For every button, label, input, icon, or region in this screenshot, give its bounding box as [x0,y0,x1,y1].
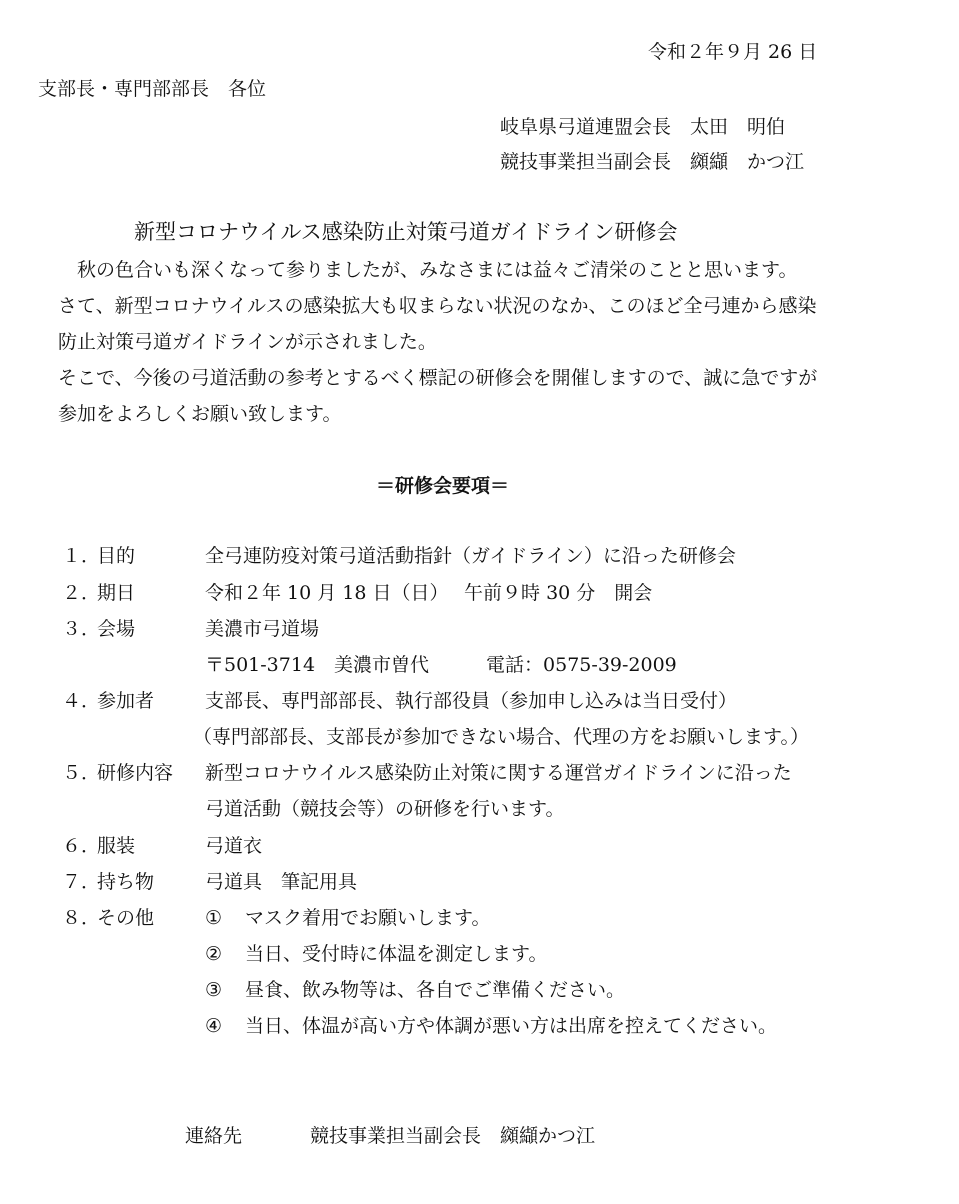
sender-line-1: 岐阜県弓道連盟会長 太田 明伯 [500,116,786,138]
other-item-mark: ③ [205,979,223,1001]
other-item-text: 当日、受付時に体温を測定します。 [245,943,548,965]
item-label-training-content: 研修内容 [97,762,174,784]
sender-line-2: 競技事業担当副会長 纐纈 かつ江 [500,151,805,173]
item-label-date: 期日 [97,582,136,604]
item-number: ５． [62,762,101,784]
item-number: ４． [62,690,101,712]
contact-label: 連絡先 [185,1125,243,1147]
item-label-belongings: 持ち物 [97,871,155,893]
item-number: ３． [62,618,101,640]
item-number: １． [62,545,101,567]
item-content-attire: 弓道衣 [205,835,263,857]
item-number: ６． [62,835,101,857]
document-title: 新型コロナウイルス感染防止対策弓道ガイドライン研修会 [134,220,678,244]
item-label-other: その他 [97,907,155,929]
item-content-belongings: 弓道具 筆記用具 [205,871,358,893]
body-line: さて、新型コロナウイルスの感染拡大も収まらない状況のなか、このほど全弓連から感染 [58,295,817,317]
item-content-venue-address: 〒501-3714 美濃市曽代 電話：0575-39-2009 [205,654,677,676]
item-content-purpose: 全弓連防疫対策弓道活動指針（ガイドライン）に沿った研修会 [205,545,736,567]
item-label-purpose: 目的 [97,545,136,567]
item-number: ２． [62,582,101,604]
recipient-line: 支部長・専門部部長 各位 [38,78,267,100]
document-date: 令和２年９月 26 日 [648,41,818,63]
body-line: 参加をよろしくお願い致します。 [58,403,342,425]
other-item-mark: ① [205,907,223,929]
item-number: ８． [62,907,101,929]
other-item-text: 昼食、飲み物等は、各自でご準備ください。 [245,979,626,1001]
body-line: そこで、今後の弓道活動の参考とするべく標記の研修会を開催しますので、誠に急ですが [58,367,818,389]
contact-value: 競技事業担当副会長 纐纈かつ江 [310,1125,596,1147]
item-label-attire: 服装 [97,835,136,857]
body-line: 秋の色合いも深くなって参りましたが、みなさまには益々ご清栄のことと思います。 [58,259,798,281]
other-item-text: マスク着用でお願いします。 [245,907,491,929]
item-label-participants: 参加者 [97,690,155,712]
body-line: 防止対策弓道ガイドラインが示されました。 [58,331,437,353]
item-label-venue: 会場 [97,618,136,640]
item-number: ７． [62,871,101,893]
other-item-mark: ④ [205,1015,223,1037]
item-content-training-cont: 弓道活動（競技会等）の研修を行います。 [205,798,565,820]
item-content-venue: 美濃市弓道場 [205,618,320,640]
other-item-text: 当日、体温が高い方や体調が悪い方は出席を控えてください。 [245,1015,778,1037]
item-content-date: 令和２年 10 月 18 日（日） 午前９時 30 分 開会 [205,582,653,604]
other-item-mark: ② [205,943,223,965]
item-content-training: 新型コロナウイルス感染防止対策に関する運営ガイドラインに沿った [205,762,792,784]
item-content-participants-note: （専門部部長、支部長が参加できない場合、代理の方をお願いします。） [193,726,809,748]
section-heading: ＝研修会要項＝ [376,475,510,497]
item-content-participants: 支部長、専門部部長、執行部役員（参加申し込みは当日受付） [205,690,738,712]
